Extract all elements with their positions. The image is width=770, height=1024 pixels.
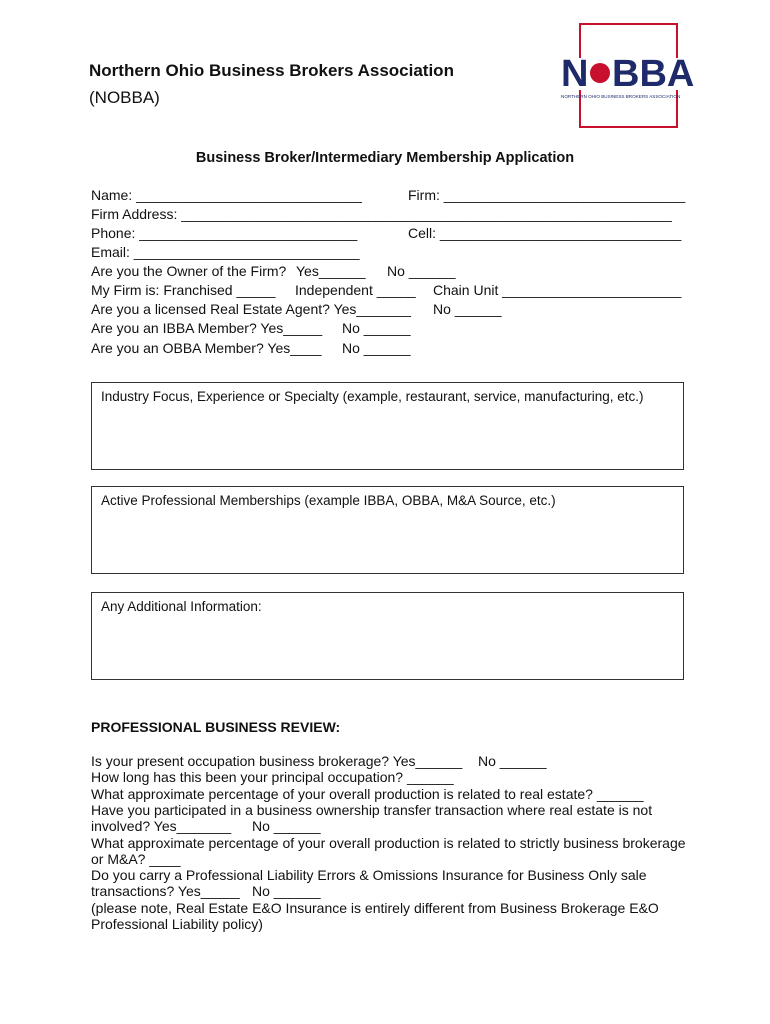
transfer-transaction-no-field[interactable]: No ______ xyxy=(252,818,321,834)
form-title: Business Broker/Intermediary Membership Application xyxy=(195,150,575,166)
organization-abbreviation: (NOBBA) xyxy=(89,88,160,107)
logo-tagline: NORTHERN OHIO BUSINESS BROKERS ASSOCIATION xyxy=(561,94,681,99)
ibba-member-yes-field[interactable]: Are you an IBBA Member? Yes_____ xyxy=(91,320,323,336)
professional-memberships-label: Active Professional Memberships (example IBBA, OBBA, M&A Source, etc.) xyxy=(101,493,556,508)
occupation-brokerage-no-field[interactable]: No ______ xyxy=(478,753,547,769)
obba-member-no-field[interactable]: No ______ xyxy=(342,340,411,356)
eo-insurance-yes-field[interactable]: transactions? Yes_____ xyxy=(91,883,240,899)
professional-memberships-box[interactable] xyxy=(91,486,684,574)
business-brokerage-percentage-field[interactable]: or M&A? ____ xyxy=(91,851,181,867)
additional-information-label: Any Additional Information: xyxy=(101,599,262,614)
phone-field[interactable]: Phone: ____________________________ xyxy=(91,225,358,241)
logo-letters-bba: BBA xyxy=(612,53,695,95)
organization-name: Northern Ohio Business Brokers Association xyxy=(89,61,454,80)
licensed-agent-yes-field[interactable]: Are you a licensed Real Estate Agent? Yes_______ xyxy=(91,301,411,317)
name-field[interactable]: Name: _____________________________ xyxy=(91,187,362,203)
firm-type-franchised-field[interactable]: My Firm is: Franchised _____ xyxy=(91,282,276,298)
eo-insurance-question: Do you carry a Professional Liability Errors & Omissions Insurance for Business Only sale xyxy=(91,867,647,883)
eo-insurance-no-field[interactable]: No ______ xyxy=(252,883,321,899)
firm-address-field[interactable]: Firm Address: _______________________________________________________________ xyxy=(91,206,672,222)
transfer-transaction-question: Have you participated in a business ownership transfer transaction where real estate is not xyxy=(91,802,653,818)
insurance-note-line-2: Professional Liability policy) xyxy=(91,916,263,932)
firm-type-chain-unit-field[interactable]: Chain Unit _______________________ xyxy=(433,282,682,298)
business-brokerage-percentage-question: What approximate percentage of your overall production is related to strictly business brokerage xyxy=(91,835,686,851)
owner-question: Are you the Owner of the Firm? xyxy=(91,263,287,279)
transfer-transaction-yes-field[interactable]: involved? Yes_______ xyxy=(91,818,232,834)
occupation-brokerage-yes-field[interactable]: Is your present occupation business brokerage? Yes______ xyxy=(91,753,463,769)
owner-yes-field[interactable]: Yes______ xyxy=(296,263,366,279)
licensed-agent-no-field[interactable]: No ______ xyxy=(433,301,502,317)
owner-no-field[interactable]: No ______ xyxy=(387,263,456,279)
professional-review-heading: PROFESSIONAL BUSINESS REVIEW: xyxy=(91,719,341,735)
firm-type-independent-field[interactable]: Independent _____ xyxy=(295,282,416,298)
email-field[interactable]: Email: _____________________________ xyxy=(91,244,360,260)
insurance-note-line-1: (please note, Real Estate E&O Insurance is entirely different from Business Brokerage E&O xyxy=(91,900,659,916)
logo-letter-n: N xyxy=(561,53,589,95)
industry-focus-label: Industry Focus, Experience or Specialty (example, restaurant, service, manufacturing, etc.) xyxy=(101,389,644,404)
nobba-logo xyxy=(553,22,713,130)
additional-information-box[interactable] xyxy=(91,592,684,680)
cell-field[interactable]: Cell: _______________________________ xyxy=(408,225,682,241)
industry-focus-box[interactable] xyxy=(91,382,684,470)
logo-dot-icon xyxy=(590,63,610,83)
occupation-duration-field[interactable]: How long has this been your principal occupation? ______ xyxy=(91,769,454,785)
real-estate-percentage-field[interactable]: What approximate percentage of your overall production is related to real estate? ______ xyxy=(91,786,644,802)
ibba-member-no-field[interactable]: No ______ xyxy=(342,320,411,336)
obba-member-yes-field[interactable]: Are you an OBBA Member? Yes____ xyxy=(91,340,322,356)
firm-field[interactable]: Firm: _______________________________ xyxy=(408,187,686,203)
